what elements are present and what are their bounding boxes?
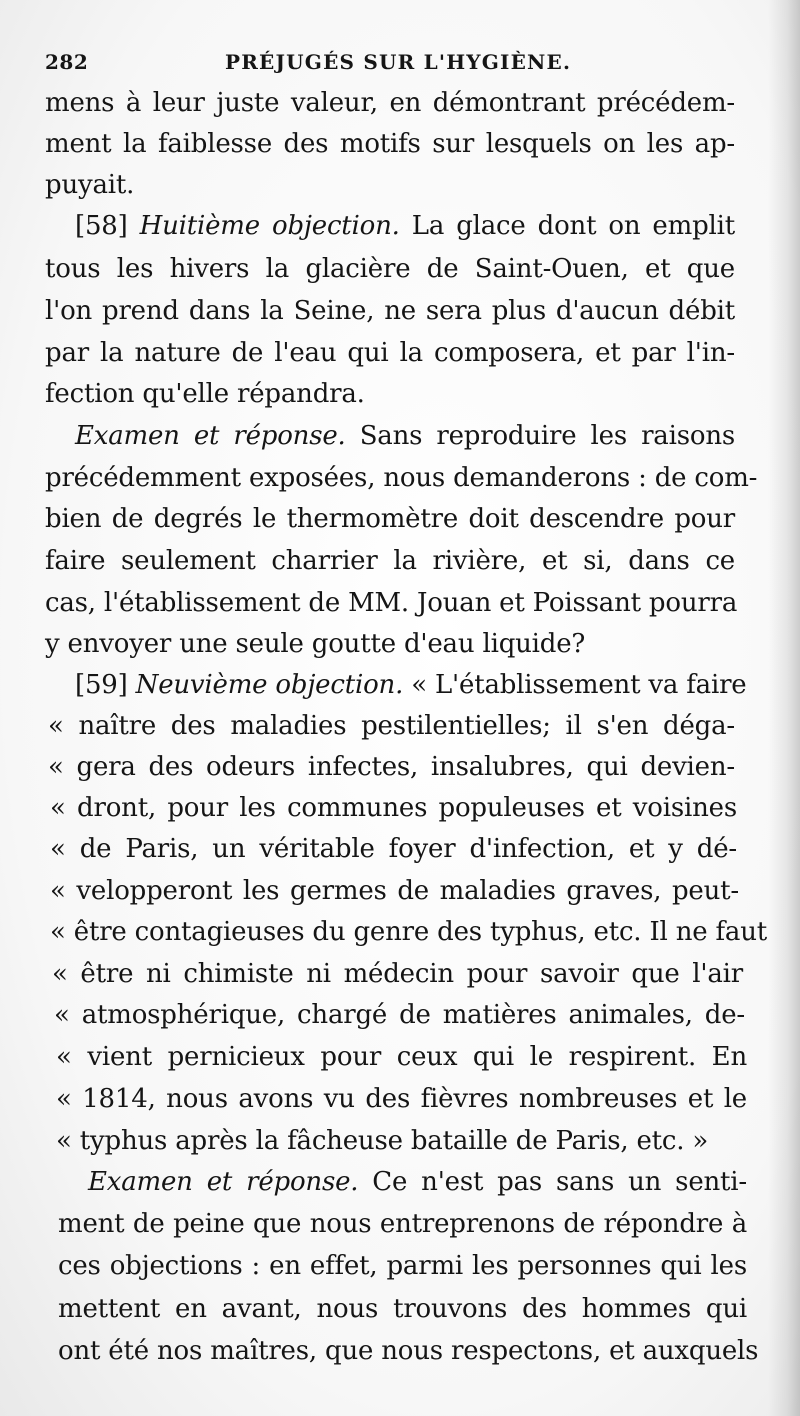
text-run: « vient pernicieux pour ceux qui le respirent. En [56,1042,747,1072]
text-line [88,1163,747,1201]
text-run: « être ni chimiste ni médecin pour savoir que l'air [52,959,743,989]
text-line [45,292,735,330]
text-run: « 1814, nous avons vu des fièvres nombreuses et le [56,1084,747,1114]
text-run: La glace dont on emplit [399,211,735,241]
text-line [48,707,735,745]
text-line [45,125,735,163]
text-run: puyait. [45,170,135,200]
text-run: tous les hivers la glacière de Saint-Ouen, et que [45,254,735,284]
text-run: l'on prend dans la Seine, ne sera plus d'aucun débit [45,296,735,326]
text-run: « de Paris, un véritable foyer d'infection, et y dé- [50,834,737,864]
italic-run: Examen et réponse. [75,421,346,451]
text-run: mettent en avant, nous trouvons des hommes qui [58,1294,747,1324]
text-line [45,166,735,204]
text-line [56,1122,722,1160]
text-run: fection qu'elle répandra. [45,379,365,409]
text-line [50,872,739,910]
text-line [48,748,735,786]
text-line [45,459,758,497]
text-line [58,1290,747,1328]
text-line [45,250,735,288]
text-run: « velopperont les germes de maladies graves, peut- [50,876,739,906]
text-run: « gera des odeurs infectes, insalubres, qui devien- [48,752,735,782]
text-run: [59] [75,670,136,700]
text-run: ont été nos maîtres, que nous respectons, et auxquels [58,1336,759,1366]
text-run: cas, l'établissement de MM. Jouan et Poissant pourra [45,588,738,618]
text-line [58,1205,747,1243]
text-run: [58] [75,211,140,241]
text-run: y envoyer une seule goutte d'eau liquide? [45,629,586,659]
text-line [52,955,743,993]
text-run: Sans reproduire les raisons [345,421,736,451]
text-line [45,375,735,413]
text-run: « L'établissement va faire [403,670,747,700]
text-line [75,417,735,455]
text-run: précédemment exposées, nous demanderons : de com- [45,463,758,493]
text-run: « atmosphérique, chargé de matières animales, de- [54,1000,745,1030]
page-edge-shadow [768,0,800,1416]
text-line [75,207,735,245]
text-line [45,334,735,372]
italic-run: Examen et réponse. [88,1167,359,1197]
text-line [54,996,745,1034]
running-title: PRÉJUGÉS SUR L'HYGIÈNE. [225,50,572,74]
text-run: par la nature de l'eau qui la composera, et par l'in- [45,338,735,368]
text-line [50,789,737,827]
text-run: mens à leur juste valeur, en démontrant précédem- [45,88,735,118]
text-line [75,666,747,704]
text-line [56,1038,747,1076]
text-run: ment de peine que nous entreprenons de répondre à [58,1209,747,1239]
text-line [45,542,735,580]
running-head [45,42,755,82]
text-run: faire seulement charrier la rivière, et si, dans ce [45,546,735,576]
text-line [45,84,735,122]
text-line [50,830,737,868]
text-line [58,1332,759,1370]
text-line [50,913,768,951]
text-line [45,500,735,538]
text-line [56,1080,747,1118]
text-line [45,584,738,622]
italic-run: Huitième objection. [139,211,400,241]
text-run: bien de degrés le thermomètre doit descendre pour [45,504,735,534]
text-run: ment la faiblesse des motifs sur lesquels on les ap- [45,129,735,159]
text-run: « être contagieuses du genre des typhus, etc. Il ne faut [50,917,768,947]
text-line [45,625,735,663]
text-run: Ce n'est pas sans un senti- [358,1167,747,1197]
text-run: « naître des maladies pestilentielles; il s'en déga- [48,711,735,741]
text-run: ces objections : en effet, parmi les personnes qui les [58,1251,747,1281]
italic-run: Neuvième objection. [135,670,404,700]
text-run: « dront, pour les communes populeuses et voisines [50,793,737,823]
text-run: « typhus après la fâcheuse bataille de Paris, etc. » [56,1126,709,1156]
page-number: 282 [45,50,89,74]
text-line [58,1247,747,1285]
